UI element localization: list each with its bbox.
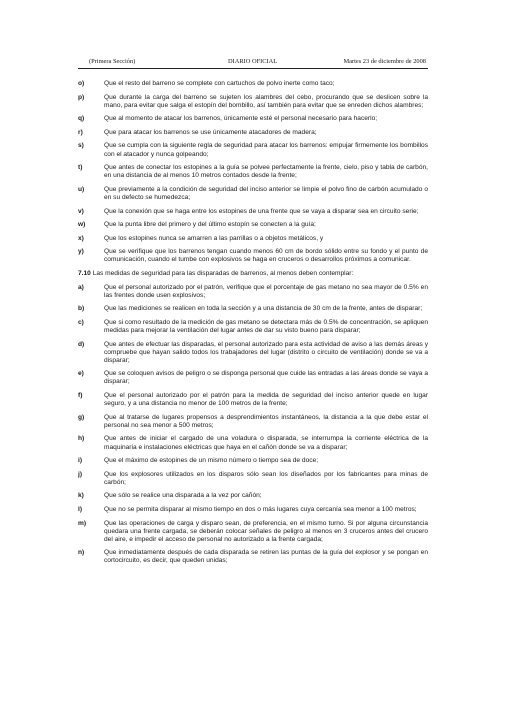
list-item [78, 129, 428, 137]
list-item [78, 471, 428, 487]
list-item [78, 221, 428, 229]
list-item [78, 305, 428, 313]
item-label: j) [78, 470, 83, 478]
item-label: p) [78, 93, 85, 101]
header-publication: DIARIO OFICIAL [228, 58, 278, 65]
list-item [78, 142, 428, 158]
document-body [78, 80, 428, 571]
list-item [78, 414, 428, 430]
item-text: Que la conexión que se haga entre los estopines de una frente que se vaya a disparar sea en circuito serie; [104, 207, 419, 215]
list-item [78, 284, 428, 300]
item-label: n) [78, 549, 85, 557]
item-label: a) [78, 283, 84, 291]
section-number: 7.10 [78, 270, 91, 277]
list-item [78, 186, 428, 202]
section-text: Las medidas de seguridad para las disparadas de barrenos, al menos deben contemplar: [92, 270, 354, 277]
item-text: Que previamente a la condición de seguridad del inciso anterior se limpie el polvo fino de carbón acumulado o en su defecto se humedezca; [104, 185, 428, 201]
item-label: e) [78, 370, 84, 378]
item-text: Que se cumpla con la siguiente regla de seguridad para atacar los barrenos: empujar firmemente los bombillos con el atacador y nunca golpeando; [104, 142, 428, 158]
list-items-b [78, 284, 428, 566]
item-label: g) [78, 413, 85, 421]
list-item [78, 94, 428, 110]
item-label: u) [78, 185, 85, 193]
item-label: y) [78, 248, 84, 256]
item-label: d) [78, 340, 85, 348]
list-item [78, 80, 428, 88]
list-item [78, 549, 428, 565]
item-label: q) [78, 115, 85, 123]
item-label: l) [78, 505, 83, 513]
list-item [78, 235, 428, 243]
item-text: Que el personal autorizado por el patrón, verifique que el porcentaje de gas metano no sea mayor de 0.5% en las frentes donde usen explosivos; [104, 283, 428, 299]
item-text: Que inmediatamente después de cada disparada se retiren las puntas de la guía del explosor y se pongan en cortocircuito, es decir, que queden unidas; [104, 549, 428, 565]
item-label: b) [78, 305, 85, 313]
list-item [78, 435, 428, 451]
item-label: f) [78, 392, 83, 400]
item-text: Que el resto del barreno se complete con cartuchos de polvo inerte como taco; [104, 80, 335, 87]
item-label: i) [78, 457, 83, 465]
item-text: Que los explosores utilizados en los disparos sólo sean los diseñados por los fabricantes para minas de carbón; [104, 470, 428, 486]
list-item [78, 341, 428, 365]
list-item [78, 208, 428, 216]
item-text: Que la punta libre del primero y del último estopín se conecten a la guía; [104, 221, 316, 229]
item-label: t) [78, 164, 83, 172]
page-header [78, 58, 428, 69]
item-text: Que antes de iniciar el cargado de una voladura o disparada, se interrumpa la corriente eléctrica de la maquinaria e instalaciones eléctricas que haya en el cañón donde se va a disparar; [104, 435, 428, 451]
list-item [78, 115, 428, 123]
list-item [78, 457, 428, 465]
item-text: Que los estopines nunca se amarren a las parrillas o a objetos metálicos, y [104, 234, 324, 242]
item-text: Que las operaciones de carga y disparo sean, de preferencia, en el mismo turno. Si por alguna circunstancia quedara una frente cargada, se deberán colocar señales de peligro al menos en 3 cruceros antes del crucero del aire, e impedir el acceso de personal no autorizado a la frente cargada; [104, 519, 428, 543]
item-label: r) [78, 128, 83, 136]
item-text: Que no se permita disparar al mismo tiempo en dos o más lugares cuya cercanía sea menor a 100 metros; [104, 505, 417, 513]
item-text: Que durante la carga del barreno se sujeten los alambres del cebo, procurando que se deslicen sobre la mano, para evitar que salga el estopín del bombillo, así también para evitar que se enreden dichos alambres; [104, 93, 428, 109]
list-item [78, 319, 428, 335]
list-item [78, 248, 428, 264]
item-text: Que sólo se realice una disparada a la vez por cañón; [104, 492, 262, 500]
list-items-a [78, 80, 428, 265]
list-item [78, 506, 428, 514]
item-label: v) [78, 207, 84, 215]
item-text: Que el personal autorizado por el patrón para la medida de seguridad del inciso anterior quede en lugar seguro, y a una distancia no menor de 100 metros de la frente; [104, 392, 428, 408]
list-item [78, 520, 428, 544]
item-label: k) [78, 492, 84, 500]
item-text: Que se coloquen avisos de peligro o se disponga personal que cuide las entradas a las áreas donde se vaya a disparar; [104, 370, 428, 386]
item-text: Que se verifique que los barrenos tengan cuando menos 60 cm de bordo sólido entre su fondo y el punto de comunicación, cuando el tumbe con explosivos se haga en cruceros o desarrollos próximos a comunicar. [104, 248, 428, 264]
item-label: x) [78, 234, 84, 242]
item-text: Que para atacar los barrenos se use únicamente atacadores de madera; [104, 128, 317, 136]
item-text: Que las mediciones se realicen en toda la sección y a una distancia de 30 cm de la frente, antes de disparar; [104, 305, 423, 313]
item-text: Que el máximo de estopines de un mismo número o tiempo sea de doce; [104, 457, 319, 465]
list-item [78, 492, 428, 500]
section-7-10 [78, 270, 428, 278]
item-text: Que al tratarse de lugares propensos a desprendimientos instantáneos, la distancia a la que debe estar el personal no sea menor a 500 metros; [104, 413, 428, 429]
header-date: Martes 23 de diciembre de 2008 [343, 58, 426, 65]
header-section: (Primera Sección) [89, 58, 136, 65]
item-label: w) [78, 221, 86, 229]
item-label: o) [78, 80, 85, 87]
item-label: c) [78, 318, 84, 326]
list-item [78, 370, 428, 386]
item-text: Que antes de efectuar las disparadas, el personal autorizado para esta actividad de aviso a las demás áreas y compruebe que hayan salido todos los trabajadores del lugar (distrito o circuito de ventilación) donde se va a disparar; [104, 340, 428, 364]
item-label: s) [78, 142, 84, 150]
item-label: h) [78, 435, 85, 443]
item-label: m) [78, 519, 87, 527]
item-text: Que antes de conectar los estopines a la guía se polvee perfectamente la frente, cielo, piso y tabla de carbón, en una distancia de al menos 10 metros contados desde la frente; [104, 164, 428, 180]
item-text: Que al momento de atacar los barrenos, únicamente esté el personal necesario para hacerlo; [104, 115, 378, 123]
list-item [78, 164, 428, 180]
item-text: Que si como resultado de la medición de gas metano se detectara más de 0.5% de concentración, se apliquen medidas para mejorar la ventilación del lugar antes de dar su visto bueno para disparar; [104, 318, 428, 334]
list-item [78, 392, 428, 408]
